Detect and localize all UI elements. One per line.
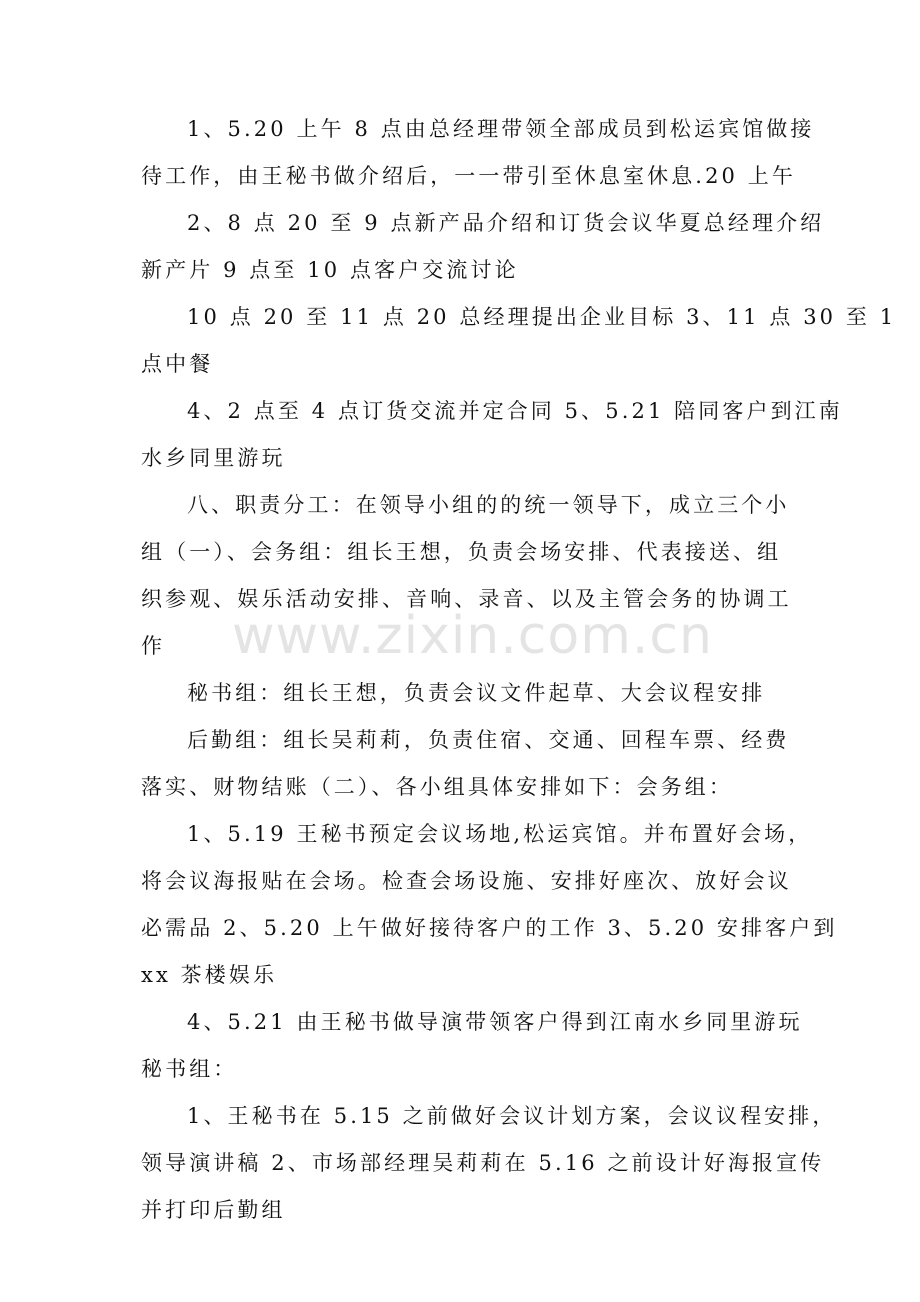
paragraph-line: 1、王秘书在 5.15 之前做好会议计划方案，会议议程安排， [187,1104,837,1128]
paragraph-line: 4、2 点至 4 点订货交流并定合同 5、5.21 陪同客户到江南 [187,399,843,423]
paragraph-line: 1、5.20 上午 8 点由总经理带领全部成员到松运宾馆做接 [187,117,815,141]
paragraph-line: xx 茶楼娱乐 [141,963,278,987]
paragraph-line: 落实、财物结账（二）、各小组具体安排如下：会务组： [141,775,733,799]
paragraph-line: 八、职责分工：在领导小组的的统一领导下，成立三个小 [187,493,790,517]
paragraph-line: 点中餐 [141,352,214,376]
paragraph-line: 秘书组： [141,1057,238,1081]
paragraph-line: 4、5.21 由王秘书做导演带领客户得到江南水乡同里游玩 [187,1010,803,1034]
paragraph-line: 新产片 9 点至 10 点客户交流讨论 [141,258,519,282]
paragraph-line: 将会议海报贴在会场。检查会场设施、安排好座次、放好会议 [141,869,792,893]
paragraph-line: 1、5.19 王秘书预定会议场地,松运宾馆。并布置好会场， [187,822,813,846]
paragraph-line: 必需品 2、5.20 上午做好接待客户的工作 3、5.20 安排客户到 [141,916,838,940]
paragraph-line: 组（一）、会务组：组长王想，负责会场安排、代表接送、组 [141,540,782,564]
paragraph-line: 织参观、娱乐活动安排、音响、录音、以及主管会务的协调工 [141,587,792,611]
paragraph-line: 10 点 20 至 11 点 20 总经理提出企业目标 3、11 点 30 至 1 [187,305,897,329]
paragraph-line: 2、8 点 20 至 9 点新产品介绍和订货会议华夏总经理介绍 [187,211,825,235]
paragraph-line: 后勤组：组长吴莉莉，负责住宿、交通、回程车票、经费 [187,728,790,752]
paragraph-line: 水乡同里游玩 [141,446,286,470]
document-body [141,106,897,1234]
watermark-text: www.zixin.com.cn [232,606,713,666]
paragraph-line: 秘书组：组长王想，负责会议文件起草、大会议程安排 [187,681,766,705]
paragraph-line: 并打印后勤组 [141,1198,286,1222]
paragraph-line: 领导演讲稿 2、市场部经理吴莉莉在 5.16 之前设计好海报宣传 [141,1151,825,1175]
paragraph-line: 待工作，由王秘书做介绍后，一一带引至休息室休息.20 上午 [141,164,796,188]
paragraph-line: 作 [141,634,166,658]
